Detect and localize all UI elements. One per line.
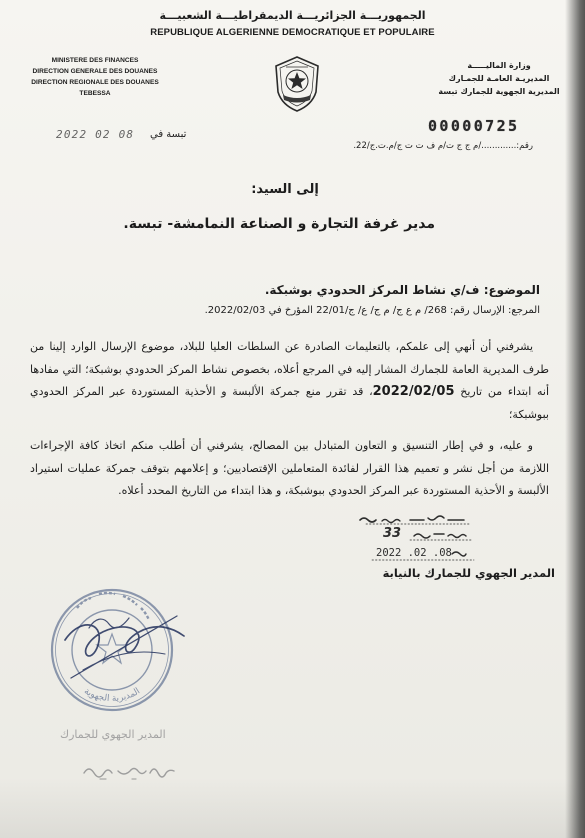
reference-line bbox=[205, 305, 540, 316]
ministry-line-ar: المديريـة العامـة للجمـارك bbox=[448, 74, 550, 83]
issue-date: 2022 02 08 bbox=[56, 128, 135, 141]
page-edge-shadow bbox=[565, 0, 585, 838]
letter-body bbox=[30, 336, 549, 512]
effective-date: 2022/02/05 bbox=[372, 384, 455, 399]
ministry-line-fr: DIRECTION REGIONALE DES DOUANES bbox=[31, 79, 159, 86]
recipient-name: مدير غرفة التجارة و الصناعة النمامشة- تبسة. bbox=[123, 216, 435, 232]
ministry-block-arabic bbox=[429, 59, 569, 98]
body-paragraph bbox=[30, 336, 549, 426]
stamp-number: 33 bbox=[383, 526, 402, 541]
signatory-printed-name: المدير الجهوي للجمارك bbox=[60, 728, 166, 741]
ministry-line-fr: DIRECTION GENERALE DES DOUANES bbox=[32, 68, 158, 75]
seal-rings bbox=[52, 590, 172, 710]
registration-code-line: رقم:............./م ج ج ت/م ف ت ت ج/م.ت.ج/22. bbox=[353, 141, 533, 151]
place-label: تبسة في bbox=[150, 129, 187, 140]
svg-text:المديرية الجهوية bbox=[82, 686, 142, 704]
signatory-title: المدير الجهوي للجمارك بالنيابة bbox=[382, 566, 555, 580]
subject-label: الموضوع: bbox=[483, 283, 540, 297]
reference-text: الإرسال رقم: 268/ م ع ج/ م ج/ ع/ ج/22/01 المؤرخ في 2022/02/03. bbox=[204, 305, 505, 316]
republic-header-french: REPUBLIQUE ALGERIENNE DEMOCRATIQUE ET POPULAIRE bbox=[150, 27, 435, 38]
receipt-stamp bbox=[352, 512, 477, 562]
page-bottom-shade bbox=[0, 778, 585, 838]
salutation: إلى السيد: bbox=[251, 182, 319, 197]
body-text: ، قد تقرر منع جمركة الألبسة و الأحذية المستوردة عبر المركز الحدودي ببوشبكة؛ bbox=[30, 385, 549, 421]
customs-emblem-icon bbox=[272, 55, 322, 113]
body-paragraph: و عليه، و في إطار التنسيق و التعاون المتبادل بين المصالح، يشرفني أن أطلب منكم اتخاذ كافة الإجراءات اللازمة من أجل نشر و تعميم هذا القرار لفائدة المتعاملين الإقتصاديين؛ و إعلامهم بتوقف جمركة عمليات استيراد الألبسة و الأحذية المستوردة عبر المركز الحدودي ببوشبكة، و هذا ابتداء من التاريخ المحدد أعلاه. bbox=[30, 439, 549, 497]
registration-number: 00000725 bbox=[428, 117, 520, 135]
ministry-line-fr: TEBESSA bbox=[79, 90, 111, 97]
official-seal bbox=[37, 578, 187, 728]
subject-line bbox=[265, 283, 540, 297]
body-text: يشرفني أن أنهي إلى علمكم، بالتعليمات الصادرة عن السلطات العليا للبلاد، موضوع الإرسال الوارد إلينا من طرف المديرية العامة للجمارك المشار إليه في المرجع أعلاه، بخصوص نشاط المركز الحدودي بوشبكة؛ التي مفادها أنه ابتداء من تاريخ bbox=[30, 340, 550, 398]
subject-text: ف/ي نشاط المركز الحدودي بوشبكة. bbox=[264, 283, 480, 297]
ministry-line-ar: وزارة الماليـــــة bbox=[467, 61, 531, 70]
handwritten-signature bbox=[80, 755, 180, 785]
seal-text: المديرية الجهوية bbox=[82, 686, 143, 705]
ministry-line-fr: MINISTERE DES FINANCES bbox=[51, 57, 139, 64]
ministry-line-ar: المديرية الجهوية للجمارك تبسة bbox=[438, 87, 560, 96]
ministry-block-french bbox=[24, 55, 166, 99]
reference-label: المرجع: bbox=[508, 305, 540, 316]
stamp-date: 2022 .02 .08 bbox=[376, 547, 452, 559]
republic-header-arabic: الجمهوريـــة الجزائريـــة الديمقراطيـــة الشعبيـــة bbox=[159, 9, 426, 22]
